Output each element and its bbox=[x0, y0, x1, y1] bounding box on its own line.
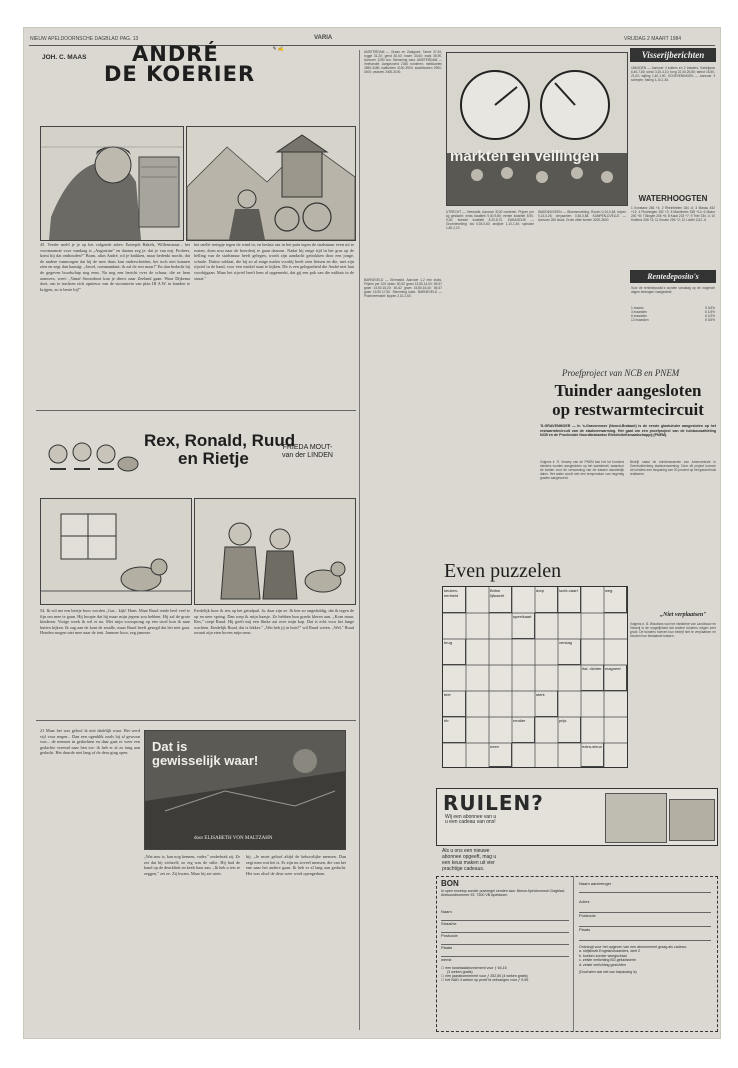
tuinder-kicker: Proefproject van NCB en PNEM bbox=[562, 368, 680, 378]
section-title: VARIA bbox=[314, 35, 333, 41]
comic2-title bbox=[144, 432, 295, 468]
story-col-1: 21 Maar het was geloof ik niet dadelijk waar. Het werd vijf voor negen... Dan een ogenblik zoals hij al gewoon was... de mensen in gedachten en daar gaat er weer een gedachte vreemd naar hen toe: ik heb er al zo lang aan gedacht. Het duurde niet lang of de deur ging open. bbox=[40, 728, 140, 756]
deposit-title: Rentedeposito's bbox=[630, 270, 716, 283]
comic2-author-line2: van der LINDEN bbox=[282, 452, 333, 459]
gift-book-image bbox=[605, 793, 667, 843]
ruilen-line: Wij een abonnee van u bbox=[445, 814, 497, 820]
crossword-clue-cell: keuken-eenheid bbox=[443, 587, 466, 613]
city-field[interactable]: Plaats bbox=[441, 945, 569, 957]
coupon-option-note: (3 weken gratis) bbox=[447, 970, 473, 974]
crossword-clue-cell: Britse lijfwacht bbox=[489, 587, 512, 613]
story-title-line2: gewisselijk waar! bbox=[152, 753, 259, 768]
crossword-clue-cell: extra-steun bbox=[581, 743, 604, 767]
crossword-clue-cell: Ital. dichter bbox=[581, 665, 604, 691]
tuinder-col-2: Bedrijf naast de tuinderswarmte van Amercentrale in Geertruidenberg stadsverwarming. Door dit project kunnen de tuinders een besparing van 30 procent op het gasverbruik realiseren. bbox=[630, 460, 716, 477]
page-header-left: NIEUW APELDOORNSCHE DAGBLAD PAG. 13 bbox=[30, 36, 139, 42]
street-field[interactable]: Straat/nr. bbox=[441, 921, 569, 933]
comic1-panel-2-illustration bbox=[187, 127, 355, 240]
subscription-coupon bbox=[436, 876, 718, 1032]
tuinder-col-1: Volgens ir. R. Verwey van de PNEM kan het tot honderd tuinders worden aangesloten op het warmtenet, waardoor de kosten voor de verwarming van de kassen aanzienlijk dalen. Het water wordt met een temperatuur van negentig graden aangevoerd. bbox=[540, 460, 624, 481]
referrer-name-field[interactable]: Naam aanbrenger bbox=[579, 881, 711, 893]
comic1-text-right: het snelle treinpje tegen de wind in, en besluit om in het puin tegen de stadsmuur even uit te rusten, doen nou naar de boerderij te gaan daarom. Nadat hij enige tijd in het gras op de helling van de stadsmuur heeft gelegen, wordt zijn aandacht getrokken door een jonge, schrale. Duitse soldaat, die bij zo al enige malen voorbij heeft zien fietsen en die, met zijn rijwiel in de hand, voor een winkel staat te kijken. Dit is een gelegenheid die André niet laat voorbijgaan. Maar het rijwiel heeft hem al opgemerkt, dat gij een pak van die militair in de straat." bbox=[194, 242, 354, 281]
puzzle-title: Even puzzelen bbox=[444, 560, 562, 582]
story-col-2: „Wat nou is, kan nog kennen, vader," onderbrak zij. Ze zei dat bij zichzelf; zo erg was de stilte. Hij had de hand op de deurklink en keek haar aan. „Ik heb u iets te zeggen," zei ze. Zij kwam. Maar hij zei niets. bbox=[144, 854, 240, 876]
ruilen-line: prachtige cadeaus. bbox=[442, 866, 485, 872]
comic1-panel-1-illustration bbox=[41, 127, 183, 240]
deposit-intro: Voor de rentedeposito's worden vandaag op de volgende dagen bedragen vastgesteld: bbox=[631, 286, 715, 295]
gift-intro: Ontvangt voor het opgeven van een abonnement graag als cadeau: bbox=[579, 945, 687, 949]
crossword-grid-lines bbox=[443, 587, 627, 767]
crossword-clue-cell: lucht-vaart bbox=[558, 587, 581, 613]
postcode-field[interactable]: Postcode bbox=[441, 933, 569, 945]
referrer-city-field[interactable]: Plaats bbox=[579, 927, 711, 941]
deposit-term: 1 maand bbox=[631, 306, 644, 310]
tuinder-subheading: „Niet verplaatsen" bbox=[660, 612, 707, 618]
comic2-panel-2 bbox=[194, 498, 356, 605]
newspaper-page bbox=[24, 28, 720, 1038]
comic2-text-left: 54. Ik wil me een beetje boos worden „Gar... kijk! Hans. Maar Ruud rende heel veel te fijn om mee te gaan. Hij hoopte dat hij maar mijn jegens zou hebben. Hij zal de grote kinderen. Vorige week ik wil er na. Met mijn voorsprong op een stoel kon ik naar buiten kijken. Ik zag aan de kant de smalle, maar Ruud heeft gezegd dat het niet gaat. Honden mogen niet mee naar de tent. Jammer hoor, zeg jammer. bbox=[40, 608, 190, 636]
comic2-title-line1: Rex, Ronald, Ruud bbox=[144, 431, 296, 450]
comic2-title-line2: en Rietje bbox=[178, 449, 249, 468]
ruilen-title: RUILEN? bbox=[443, 791, 544, 815]
coupon-option-label: het NAD 4 weken op proef te ontvangen voor ƒ 9,95. bbox=[445, 978, 530, 982]
comic2-children-icon bbox=[40, 424, 140, 484]
deposit-rate: 6 3/4% bbox=[705, 318, 715, 323]
coupon-option[interactable]: ☐ een jaarabonnement voor ƒ 252,50 (4 weken gratis) bbox=[441, 974, 528, 978]
gift-cookbook-image bbox=[669, 799, 715, 841]
crossword-clue-cell: speelkaart bbox=[512, 613, 535, 639]
story-col-3: hij. „Je moet geloof altijd de behoorlijke mensen. Dan zegt men wat het is. Er zijn nu zoveel mensen, die van het ene naar het andere gaan. Ik heb er al lang aan gedacht. Het was alsof de deur weer werd opengedaan. bbox=[246, 854, 346, 876]
comic-divider bbox=[36, 410, 356, 411]
crossword-clue-cell: neen bbox=[489, 743, 512, 767]
markets-illustration bbox=[446, 52, 628, 206]
comic1-title-line2: DE KOERIER bbox=[104, 62, 256, 86]
crossword-clue-cell: rib bbox=[443, 717, 466, 743]
crossword-clue-cell: teer bbox=[443, 691, 466, 717]
markets-col-1: AMSTERDAM — Graan en Zaaigoed. Tarwe 37,40; rogge 31,20; gerst 36,40; haver 34,60; mais 35,90. Aanvoer 1250 ton. Stemming vast. AMSTERDAM — Veehandel: Aangevoerd 2340 runderen; melkkoeien 2850-3450; kalfkoeien 3100-3900; slachtkoeien 2900-3400; vaarzen 2400-3100. bbox=[364, 50, 442, 75]
ruilen-box bbox=[436, 788, 718, 846]
comic1-panel-1 bbox=[40, 126, 184, 241]
name-field[interactable]: Naam bbox=[441, 909, 569, 921]
deposit-term: 12 maanden bbox=[631, 318, 649, 323]
ruilen-line: een keus maken uit vier bbox=[442, 860, 495, 866]
referrer-postcode-field[interactable]: Postcode bbox=[579, 913, 711, 927]
coupon-option[interactable]: ☐ een kwartaalabonnement voor ƒ 64,15 bbox=[441, 966, 507, 970]
crossword-clue-cell: prijs bbox=[558, 717, 581, 743]
story-title-line1: Dat is bbox=[152, 739, 188, 754]
story-banner-title bbox=[152, 740, 258, 768]
tuinder-lead: 'S-GRAVENMOER — In 's-Gravenmoer (Noord-Brabant) is de eerste glastuinder aangesloten op het restwarmtecircuit van de stadsverwarming. Het gaat om een proefproject van de tuinbouwafdeling NCB en de Provinciale Noordbrabantse Elektriciteitsmaatschappij (PNEM). bbox=[540, 424, 716, 438]
coupon-option-label: een kwartaalabonnement voor ƒ 64,15 bbox=[445, 966, 507, 970]
gift-option[interactable]: d. zeiste verlichting gezichten bbox=[579, 962, 626, 967]
coupon-option-label: een jaarabonnement voor ƒ 252,50 (4 weken gratis) bbox=[445, 974, 528, 978]
ruilen-text bbox=[445, 815, 595, 826]
crossword-clue-cell: sterk bbox=[535, 691, 558, 717]
comic1-signature: ✎ ✍ bbox=[272, 46, 285, 52]
water-levels-text: 1 Konstanz 266 +4; 2 Rheinfelden 184 -6; 3 Maxau 452 +12; 4 Plochingen 152 +2; 5 Mannheim 338 +14; 6 Mainz 240 +8; 7 Bingen 206 +6; 8 Kaub 218 +7; 9 Trier 234 -4; 10 Koblenz 256 +3; 11 Keulen 296 +2; 12 Lobith 1112 -6. bbox=[631, 206, 715, 223]
comic2-author bbox=[282, 444, 333, 460]
tuinder-headline-line2: op restwarmtecircuit bbox=[552, 400, 704, 419]
comic1-author: JOH. C. MAAS bbox=[42, 54, 87, 61]
markets-col-2: BARNEVELD — Eiermarkt. Aanvoer 1,2 mln stuks. Prijzen per 100 stuks: 50-52 gram 13,50-14,00; 55-57 gram 14,50-15,20; 60-62 gram 15,80-16,40; 65-67 gram 16,90-17,50. Stemming kalm. BARNEVELD — Pluimveemarkt: kippen 2,10-2,60. bbox=[364, 278, 442, 299]
crossword-grid bbox=[442, 586, 628, 768]
ruilen-line: u een cadeau van ons! bbox=[445, 819, 496, 826]
coupon-footer: (Doorhalen wat niet van toepassing is) bbox=[579, 970, 637, 975]
comic1-panel-2 bbox=[186, 126, 356, 241]
markets-col-4: WADDINXVEEN — Bloemenveiling. Rozen 0,24-0,48; tulpen 0,14-0,26; chrysanten 0,36-0,58. KAMPEN-DVELLE — Aanvoer 260 stuks. Grote vette koeien 3200-3600. bbox=[538, 210, 626, 223]
comic2-panel-1-illustration bbox=[41, 499, 191, 604]
comic2-header-drawing bbox=[40, 424, 140, 484]
comic2-text-right: Eerdelijk hoor ik iets op het grindpad. Ja, daar zijn ze. Ik ben zo ongeduldig, dat ik tegen de op en neer spring. Dan roep ik mijn baasje. Ze hebben hun goeda kleren aan. „Kom maar, Rex," roept Ruud. Hij geeft mij een flinke aai over mijn kop. Dat is echt voor het lange wachten. Eindelijk Ruud, dat is lekker." „Wat heb jij in huis?" wil Ruud weten. „Wel," Ruud zwaait zijn eten boven mijn neus. bbox=[194, 608, 354, 636]
tuinder-headline-line1: Tuinder aangesloten bbox=[554, 381, 702, 400]
gift-option[interactable]: a. strijkboek Engelandvaarders, deel 2 bbox=[579, 949, 641, 954]
scale-and-market-illustration bbox=[447, 53, 627, 205]
fisheries-text: IJMUIDEN — Aanvoer 4 kotters en 2 trawlers. Kabeljauw 6,40-7,80; schol 3,20-4,10; tong 22,40-26,80; tarbot 18,50-21,00; wijting 1,40-1,90. SCHEVENINGEN — Aanvoer 3 schepen; haring 1,10-1,45. bbox=[631, 66, 715, 83]
water-levels-title: WATERHOOGTEN bbox=[638, 194, 708, 203]
wenst-label: wenst bbox=[441, 957, 452, 962]
crossword-clue-cell: rendier bbox=[512, 717, 535, 743]
comic2-author-line1: FRIEDA MOUT- bbox=[282, 444, 333, 451]
page-header-right: VRIJDAG 2 MAART 1984 bbox=[624, 36, 682, 42]
deposit-term: 3 maanden bbox=[631, 310, 647, 315]
crossword-clue-cell: brug bbox=[443, 639, 466, 665]
crossword-clue-cell: weg bbox=[604, 587, 627, 613]
coupon-option[interactable]: ☐ het NAD 4 weken op proef te ontvangen voor ƒ 9,95. bbox=[441, 978, 530, 982]
tuinder-headline bbox=[540, 381, 716, 419]
crossword-clue-cell: verslag bbox=[558, 639, 581, 665]
ruilen-line: Als u ons een nieuwe bbox=[442, 848, 490, 854]
gift-option[interactable]: c. zeiste verlichting BO-geluidsserie bbox=[579, 958, 636, 963]
deposit-rate: 6 1/2% bbox=[705, 314, 715, 319]
coupon-form-left bbox=[441, 909, 569, 982]
coupon-intro: In open envelop zonder postzegel zenden aan: Nieuw Apeldoornsch Dagblad, Antwoordnummer 93, 7300 VB Apeldoorn bbox=[441, 889, 565, 898]
comic1-text-left: 45. Verder meld je je op het volgende adres: Entrepôt Bakels, Willemstraat... het voornaamste voor vandaag is „Augustine" en daarna zeg je: dat je van mij. Probeer, komt hij dat onthouden?" Bram, alias André, rol je knikken, maar bedenkt mocht, dat de andere vanmorgen dat hij de mee thuis kan onderscheiden, het toch niet kunnen zien en zegt dan haastig: „Jawel, commandant; ik zal de rest maar!" En dan bedacht hij de gegeven boodschap nog eens. Na nog een bericht over de schuur, die ze hem aanwees, weet: „Vanaf Stoomboot kun je direct naar Zeeland gaan. Waar Dijkema doet, om te trachten zich opnieuw van de stoomtrein van plan III A.W. in handen te krijgen, zo is beste hij!" bbox=[40, 242, 190, 292]
comic2-panel-1 bbox=[40, 498, 192, 605]
gift-option[interactable]: b. koeken zonder weegschaal bbox=[579, 953, 627, 958]
crossword-clue-cell: magneet bbox=[604, 665, 627, 691]
deposit-rate: 6 1/4% bbox=[705, 310, 715, 315]
ruilen-offer bbox=[442, 848, 612, 872]
deposit-term: 6 maanden bbox=[631, 314, 647, 319]
comic2-panel-2-illustration bbox=[195, 499, 355, 604]
story-divider bbox=[36, 720, 356, 721]
deposit-rate: 5 3/4% bbox=[705, 306, 715, 310]
ruilen-line: abonnee opgeeft, mag u bbox=[442, 854, 497, 860]
markets-col-3: UTRECHT — Veemarkt. Aanvoer 3130 runderen. Prijzen per kg geslacht: extra kwaliteit 9,40-9,80; eerste kwaliteit 8,90-9,30; tweede kwaliteit 8,20-8,70. ZWAAGDIJK — Groenteveiling: sla 0,35-0,60; andijvie 1,10-1,40; spinazie 1,80-2,20. bbox=[446, 210, 534, 231]
deposit-rates-table bbox=[631, 306, 715, 322]
referrer-address-field[interactable]: Adres bbox=[579, 899, 711, 913]
coupon-form-right bbox=[579, 881, 711, 974]
fisheries-title: Visserijberichten bbox=[630, 48, 716, 62]
coupon-title: BON bbox=[441, 879, 459, 888]
coupon-divider bbox=[573, 877, 574, 1031]
comic1-title bbox=[104, 44, 255, 84]
tuinder-col-2b: Volgens ir. B. Woudstra van het ministerie van Landbouw en Visserij is de mogelijkheid dat andere tuinders volgen zeer groot. De tuinders hoeven hun bedrijf niet te verplaatsen en houden hun bestaande kassen. bbox=[630, 622, 716, 639]
comic1-title-line1: ANDRÉ bbox=[132, 42, 219, 66]
main-vertical-rule bbox=[359, 50, 360, 1030]
crossword-clue-cell: dorp bbox=[535, 587, 558, 613]
deposit-row bbox=[631, 318, 715, 322]
story-author: door ELISABETH VON MALTZAHN bbox=[194, 836, 273, 841]
markets-title: markten en veilingen bbox=[450, 148, 600, 165]
